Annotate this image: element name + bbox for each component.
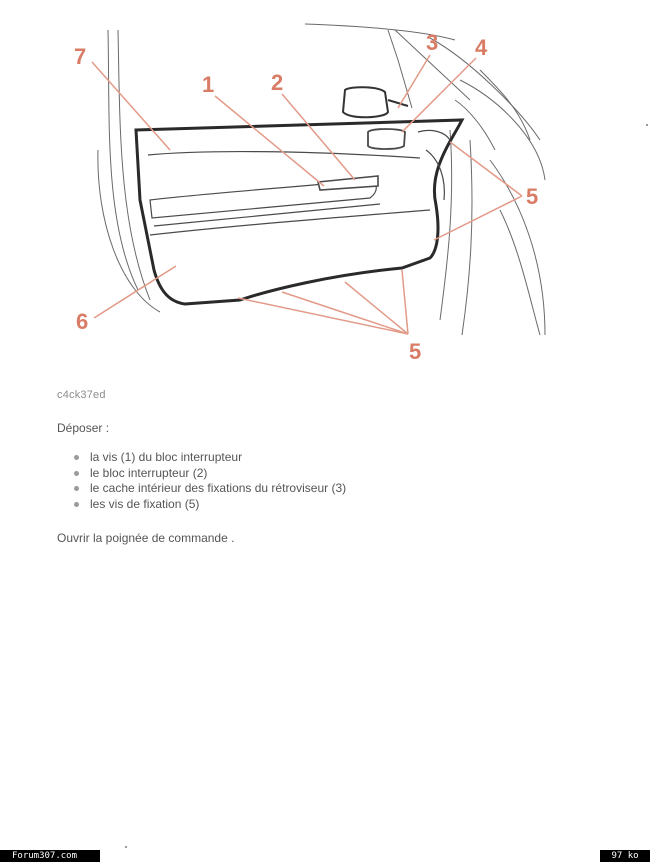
car-pillar-line <box>108 30 138 290</box>
leader-line-5-right-b <box>434 196 522 240</box>
mirror-housing <box>343 87 388 117</box>
leader-line-5-bottom-c <box>345 282 408 334</box>
leader-line-5-bottom-b <box>282 292 408 334</box>
car-pillar-line <box>98 150 160 312</box>
mirror-mount <box>388 100 408 106</box>
bullet-icon <box>74 471 79 476</box>
reference-code: c4ck37ed <box>57 389 106 401</box>
callout-6: 6 <box>76 309 89 334</box>
leader-line-3 <box>398 55 430 108</box>
door-handle-recess <box>368 129 405 149</box>
callout-2: 2 <box>271 70 284 95</box>
callout-5-right: 5 <box>526 184 539 209</box>
bullet-icon <box>74 502 79 507</box>
footer-size-label: 97 ko <box>600 850 650 862</box>
leader-line-7 <box>92 62 170 150</box>
car-body-line <box>388 30 412 108</box>
step-text: la vis (1) du bloc interrupteur <box>90 450 243 464</box>
bullet-icon <box>74 455 79 460</box>
callout-5-bottom: 5 <box>409 339 422 364</box>
footer-site-label: Forum307.com <box>0 850 100 862</box>
callout-3: 3 <box>426 30 439 55</box>
step-text: le bloc interrupteur (2) <box>90 465 208 480</box>
step-text: les vis de fixation (5) <box>90 496 200 511</box>
list-item <box>74 466 346 482</box>
callout-4: 4 <box>475 35 488 60</box>
list-item <box>74 497 346 513</box>
bullet-icon <box>74 486 79 491</box>
leader-line-5-bottom-d <box>402 270 408 334</box>
car-body-line <box>480 70 530 140</box>
door-panel-diagram <box>0 0 650 370</box>
callout-1: 1 <box>202 72 215 97</box>
car-pillar-line <box>118 30 150 300</box>
removal-steps-list <box>74 450 346 512</box>
list-item <box>74 450 346 466</box>
step-text: le cache intérieur des fixations du rétroviseur (3) <box>90 481 347 495</box>
car-body-line <box>462 140 472 335</box>
leader-line-5-right-a <box>450 142 522 196</box>
callout-7: 7 <box>74 44 87 69</box>
door-edge-trim <box>418 130 450 140</box>
scan-speck <box>646 124 648 126</box>
procedure-heading: Déposer : <box>57 421 110 435</box>
closing-instruction: Ouvrir la poignée de commande . <box>57 531 235 545</box>
car-body-line <box>500 210 540 335</box>
list-item <box>74 481 346 497</box>
scan-speck <box>125 846 127 848</box>
leader-line-5-bottom-a <box>238 298 408 334</box>
leader-line-1 <box>215 96 324 186</box>
